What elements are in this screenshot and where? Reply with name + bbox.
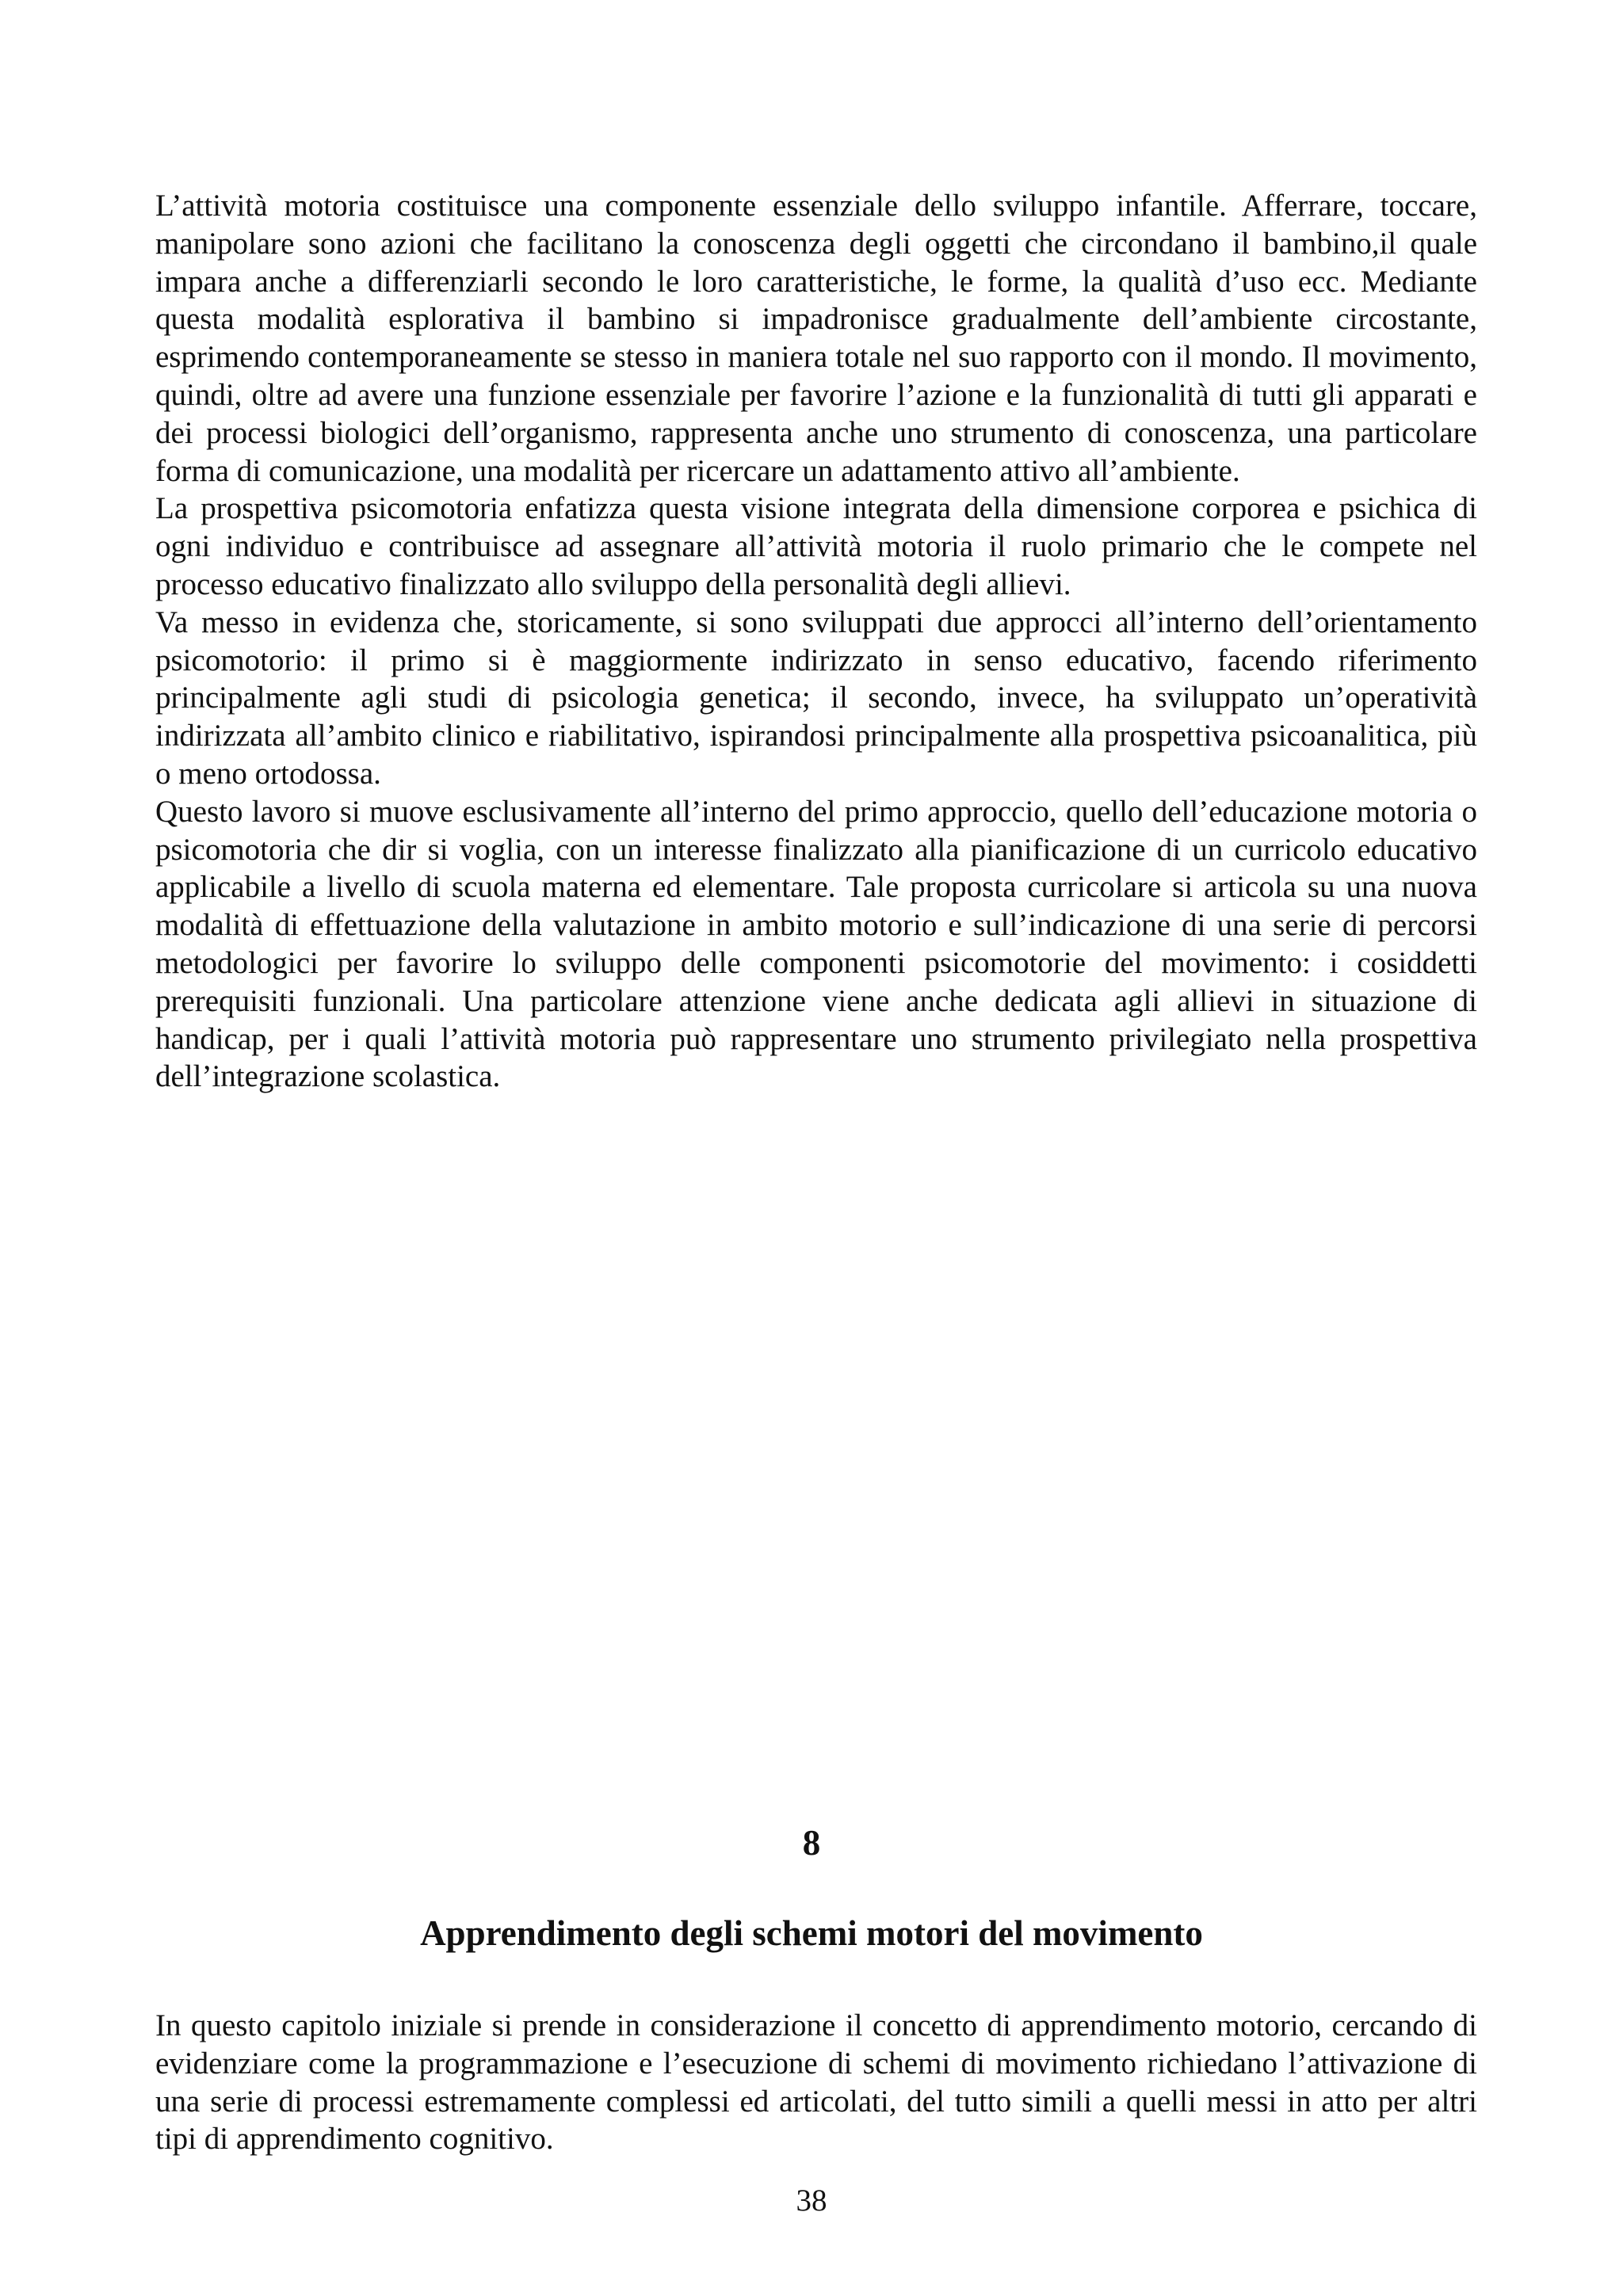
page-number: 38 [796,2183,827,2218]
paragraph-this-work: Questo lavoro si muove esclusivamente all’interno del primo approccio, quello dell’educazione motoria o psicomotoria che dir si voglia, con un interesse finalizzato alla pianificazione di un curricolo educativo applicabile a livello di scuola materna ed elementare. Tale proposta curricolare si articola su una nuova modalità di effettuazione della valutazione in ambito motorio e sull’indicazione di una serie di percorsi metodologici per favorire lo sviluppo delle componenti psicomotorie del movimento: i cosiddetti prerequisiti funzionali. Una particolare attenzione viene anche dedicata agli allievi in situazione di handicap, per i quali l’attività motoria può rappresentare uno strumento privilegiato nella prospettiva dell’integrazione scolastica. [155,794,1477,1094]
chapter-title: Apprendimento degli schemi motori del movimento [420,1913,1203,1953]
paragraph-psychomotor-perspective: La prospettiva psicomotoria enfatizza questa visione integrata della dimensione corporea e psichica di ogni individuo e contribuisce ad assegnare all’attività motoria il ruolo primario che le compete nel processo educativo finalizzato allo sviluppo della personalità degli allievi. [155,491,1477,601]
paragraph-chapter-intro: In questo capitolo iniziale si prende in considerazione il concetto di apprendimento motorio, cercando di evidenziare come la programmazione e l’esecuzione di schemi di movimento richiedano l’attivazione di una serie di processi estremamente complessi ed articolati, del tutto simili a quelli messi in atto per altri tipi di apprendimento cognitivo. [155,2008,1477,2157]
paragraph-two-approaches: Va messo in evidenza che, storicamente, si sono sviluppati due approcci all’interno dell’orientamento psicomotorio: il primo si è maggiormente indirizzato in senso educativo, facendo riferimento principalmente agli studi di psicologia genetica; il secondo, invece, ha sviluppato un’operatività indirizzata all’ambito clinico e riabilitativo, ispirandosi principalmente alla prospettiva psicoanalitica, più o meno ortodossa. [155,605,1477,791]
paragraph-motor-activity: L’attività motoria costituisce una componente essenziale dello sviluppo infantile. Afferrare, toccare, manipolare sono azioni che facilitano la conoscenza degli oggetti che circondano il bambino,il quale impara anche a differenziarli secondo le loro caratteristiche, le forme, la qualità d’uso ecc. Mediante questa modalità esplorativa il bambino si impadronisce gradualmente dell’ambiente circostante, esprimendo contemporaneamente se stesso in maniera totale nel suo rapporto con il mondo. Il movimento, quindi, oltre ad avere una funzione essenziale per favorire l’azione e la funzionalità di tutti gli apparati e dei processi biologici dell’organismo, rappresenta anche uno strumento di conoscenza, una particolare forma di comunicazione, una modalità per ricercare un adattamento attivo all’ambiente. [155,189,1477,488]
chapter-intro [155,2007,1477,2158]
chapter-number: 8 [802,1823,821,1863]
body-text [155,187,1477,1096]
